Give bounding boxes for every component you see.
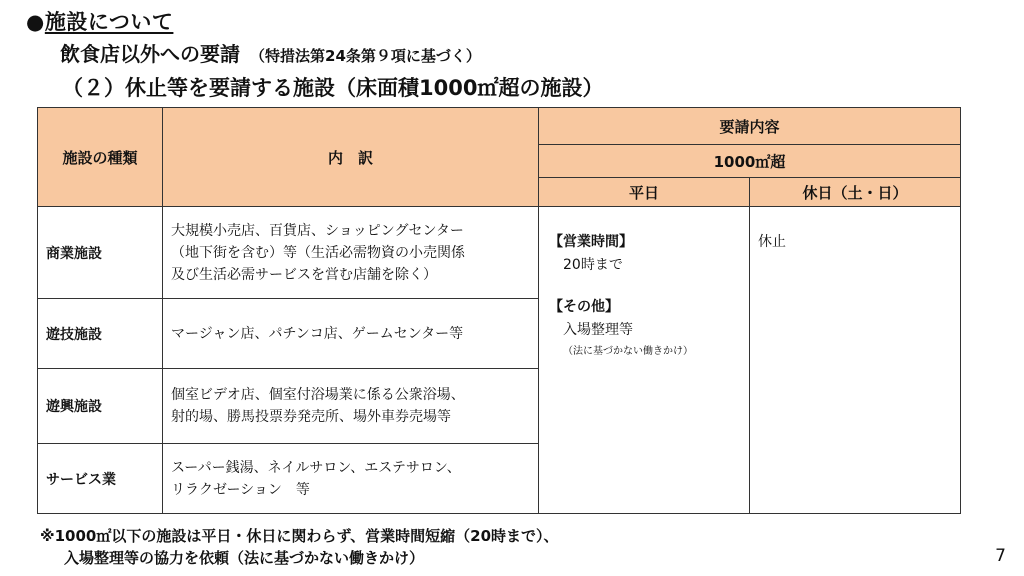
holiday-request-cell: 休止 (750, 207, 961, 514)
detail-line: 射的場、勝馬投票券発売所、場外車券売場等 (171, 409, 451, 425)
section-title: （２）休止等を要請する施設（床面積1000㎡超の施設） (62, 76, 604, 100)
footnote (40, 525, 559, 569)
facility-type-cell: サービス業 (38, 444, 163, 514)
hours-value: 20時まで (563, 257, 623, 273)
hours-title: 【営業時間】 (549, 234, 633, 250)
subtitle-note: （特措法第24条第９項に基づく） (250, 47, 481, 65)
detail-cell (163, 299, 539, 369)
subtitle-text: 飲食店以外への要請 (60, 42, 240, 66)
subtitle (60, 38, 481, 67)
facility-type-cell: 商業施設 (38, 207, 163, 299)
header-weekday: 平日 (539, 178, 750, 207)
header-breakdown: 内 訳 (163, 108, 539, 207)
other-title: 【その他】 (549, 299, 619, 315)
detail-line: リラクゼーション 等 (171, 481, 310, 498)
detail-cell (163, 444, 539, 514)
facility-type-cell: 遊興施設 (38, 369, 163, 444)
detail-line: マージャン店、パチンコ店、ゲームセンター等 (171, 325, 464, 342)
detail-line: 大規模小売店、百貨店、ショッピングセンター (171, 222, 464, 239)
other-value: 入場整理等 (563, 322, 633, 338)
facility-type-cell: 遊技施設 (38, 299, 163, 369)
detail-line: 及び生活必需サービスを営む店舗を除く） (171, 266, 437, 283)
weekday-request-cell (539, 207, 750, 514)
page-title (26, 6, 173, 36)
detail-line: 個室ビデオ店、個室付浴場業に係る公衆浴場、 (171, 387, 465, 403)
title-text: 施設について (44, 10, 174, 34)
header-area: 1000㎡超 (539, 145, 961, 178)
footnote-line-1: ※1000㎡以下の施設は平日・休日に関わらず、営業時間短縮（20時まで）、 (40, 527, 559, 545)
facility-table (37, 107, 961, 514)
header-request: 要請内容 (539, 108, 961, 145)
table-row (38, 207, 961, 299)
detail-line: スーパー銭湯、ネイルサロン、エステサロン、 (171, 459, 461, 476)
detail-cell (163, 207, 539, 299)
footnote-line-2: 入場整理等の協力を依頼（法に基づかない働きかけ） (64, 549, 425, 567)
header-facility-type: 施設の種類 (38, 108, 163, 207)
detail-cell (163, 369, 539, 444)
other-note: （法に基づかない働きかけ） (563, 346, 693, 357)
detail-line: （地下街を含む）等（生活必需物資の小売関係 (171, 244, 465, 261)
page-number: 7 (995, 546, 1006, 566)
bullet: ● (26, 10, 45, 34)
header-holiday: 休日（土・日） (750, 178, 961, 207)
